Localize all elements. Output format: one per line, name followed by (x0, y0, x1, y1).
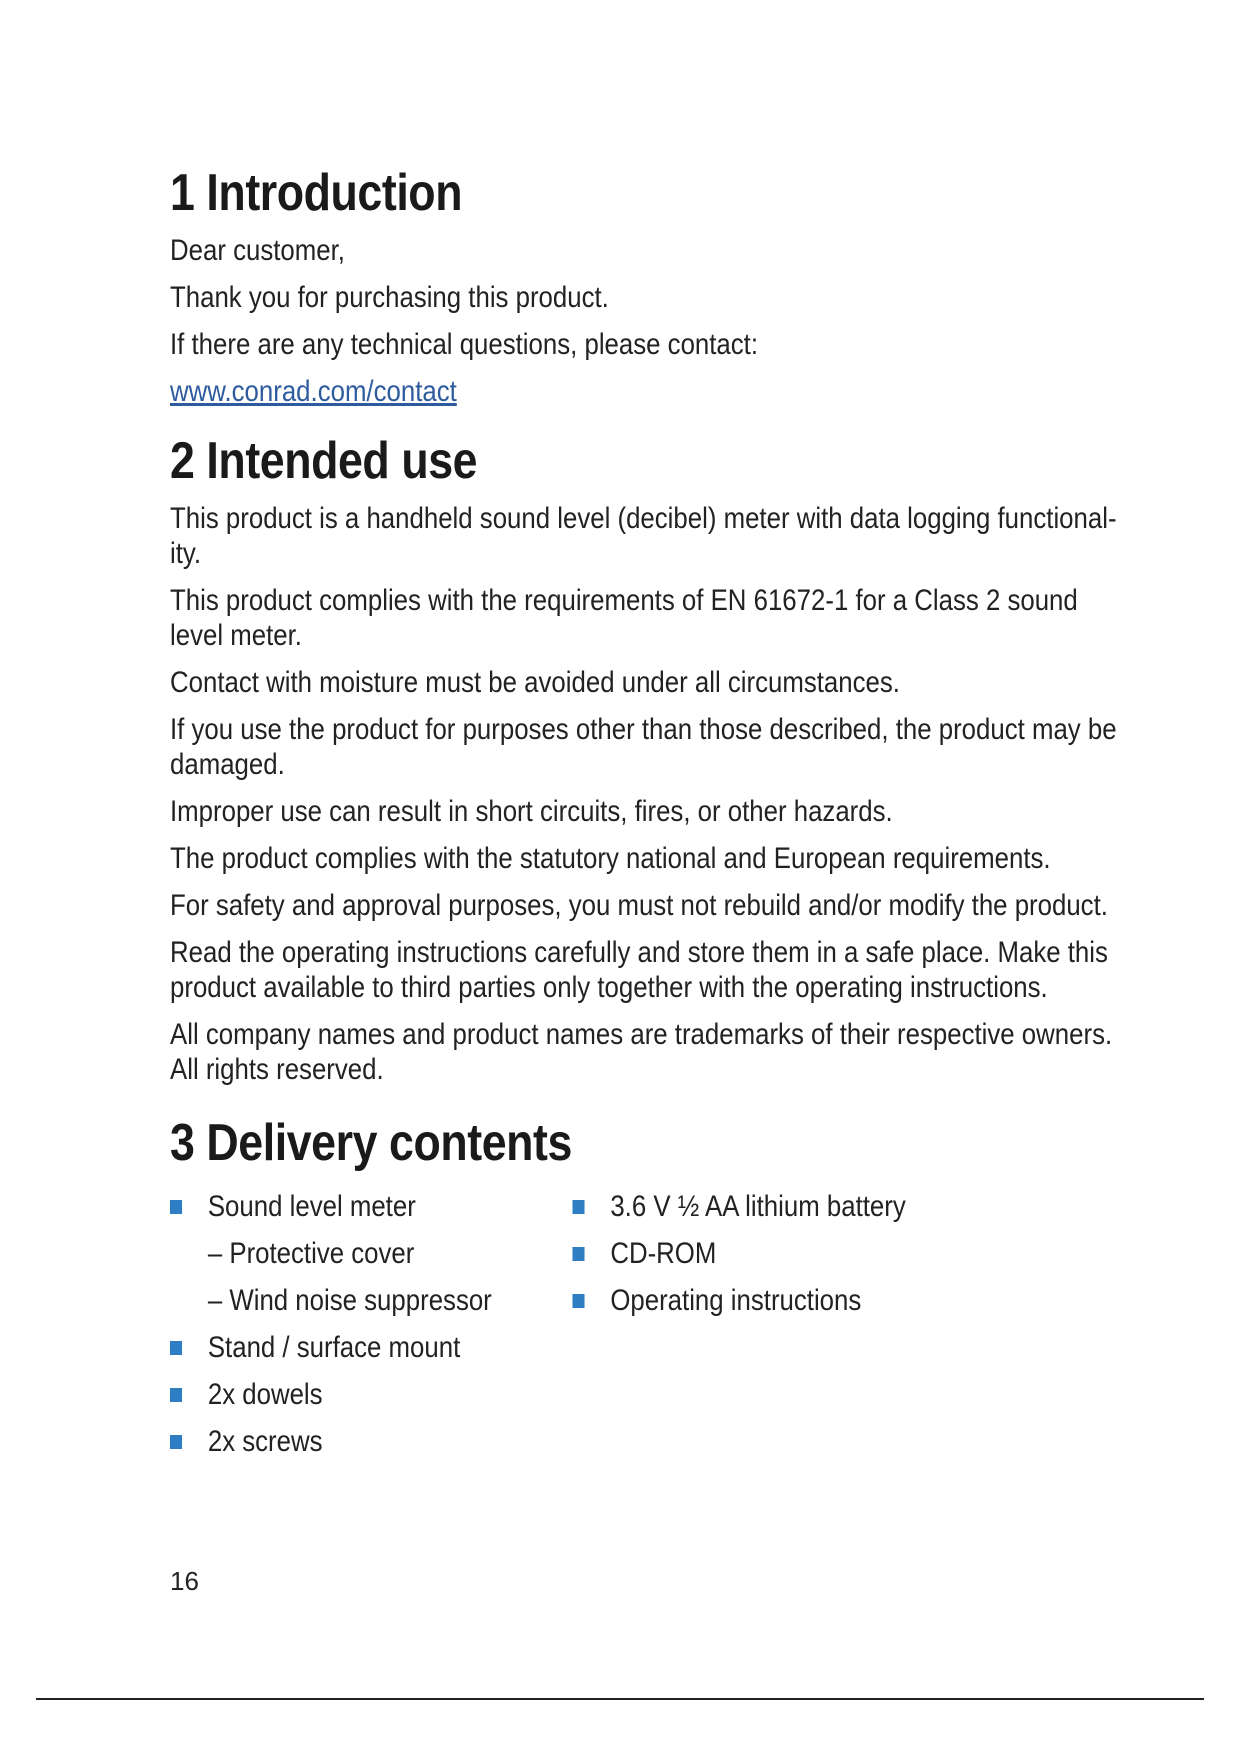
list-item-label: – Protective cover (207, 1237, 415, 1270)
list-item-label: 2x dowels (207, 1378, 323, 1411)
paragraph: This product is a handheld sound level (decibel) meter with data logging functional-ity. (170, 502, 1117, 570)
square-bullet-icon (170, 1435, 182, 1449)
list-item (572, 1183, 1054, 1230)
contact-link[interactable]: www.conrad.com/contact (170, 375, 457, 408)
section-intended-use (170, 431, 1130, 1087)
section-introduction (170, 163, 1130, 409)
paragraph: Improper use can result in short circuits, fires, or other hazards. (170, 795, 893, 828)
list-item-label: Stand / surface mount (207, 1331, 461, 1364)
paragraph: If there are any technical questions, please contact: (170, 328, 759, 361)
square-bullet-icon (572, 1200, 584, 1214)
paragraph: This product complies with the requirements of EN 61672-1 for a Class 2 sound level meter. (170, 584, 1078, 652)
section-delivery-contents (170, 1113, 1130, 1465)
list-item-label: 2x screws (207, 1425, 323, 1458)
paragraph: Read the operating instructions carefully and store them in a safe place. Make this product available to third parties only together with the operating instructions. (170, 936, 1108, 1004)
section-heading: 1 Introduction (170, 164, 463, 222)
paragraph: Dear customer, (170, 234, 345, 267)
section-heading: 2 Intended use (170, 432, 478, 490)
page-number: 16 (170, 1566, 199, 1596)
paragraph: The product complies with the statutory national and European requirements. (170, 842, 1051, 875)
square-bullet-icon (170, 1341, 182, 1355)
paragraph: If you use the product for purposes other than those described, the product may be damaged. (170, 713, 1117, 781)
delivery-list (170, 1183, 1130, 1465)
list-item-label: CD-ROM (610, 1237, 717, 1270)
square-bullet-icon (170, 1388, 182, 1402)
paragraph: Thank you for purchasing this product. (170, 281, 609, 314)
list-item (572, 1230, 1054, 1277)
contact-link-row (170, 374, 1130, 409)
paragraph: All company names and product names are trademarks of their respective owners. All rights reserved. (170, 1018, 1113, 1086)
square-bullet-icon (170, 1200, 182, 1214)
delivery-column-right (572, 1183, 1054, 1465)
paragraph: For safety and approval purposes, you must not rebuild and/or modify the product. (170, 889, 1108, 922)
square-bullet-icon (572, 1247, 584, 1261)
square-bullet-icon (572, 1294, 584, 1308)
section-heading: 3 Delivery contents (170, 1114, 572, 1172)
footer-divider (36, 1698, 1204, 1700)
list-item (572, 1277, 1054, 1324)
paragraph: Contact with moisture must be avoided under all circumstances. (170, 666, 900, 699)
list-item-label: – Wind noise suppressor (207, 1284, 492, 1317)
list-item-label: Sound level meter (207, 1190, 416, 1223)
list-item-label: 3.6 V ½ AA lithium battery (610, 1190, 906, 1223)
page-content (170, 163, 1130, 1465)
list-item-label: Operating instructions (610, 1284, 862, 1317)
